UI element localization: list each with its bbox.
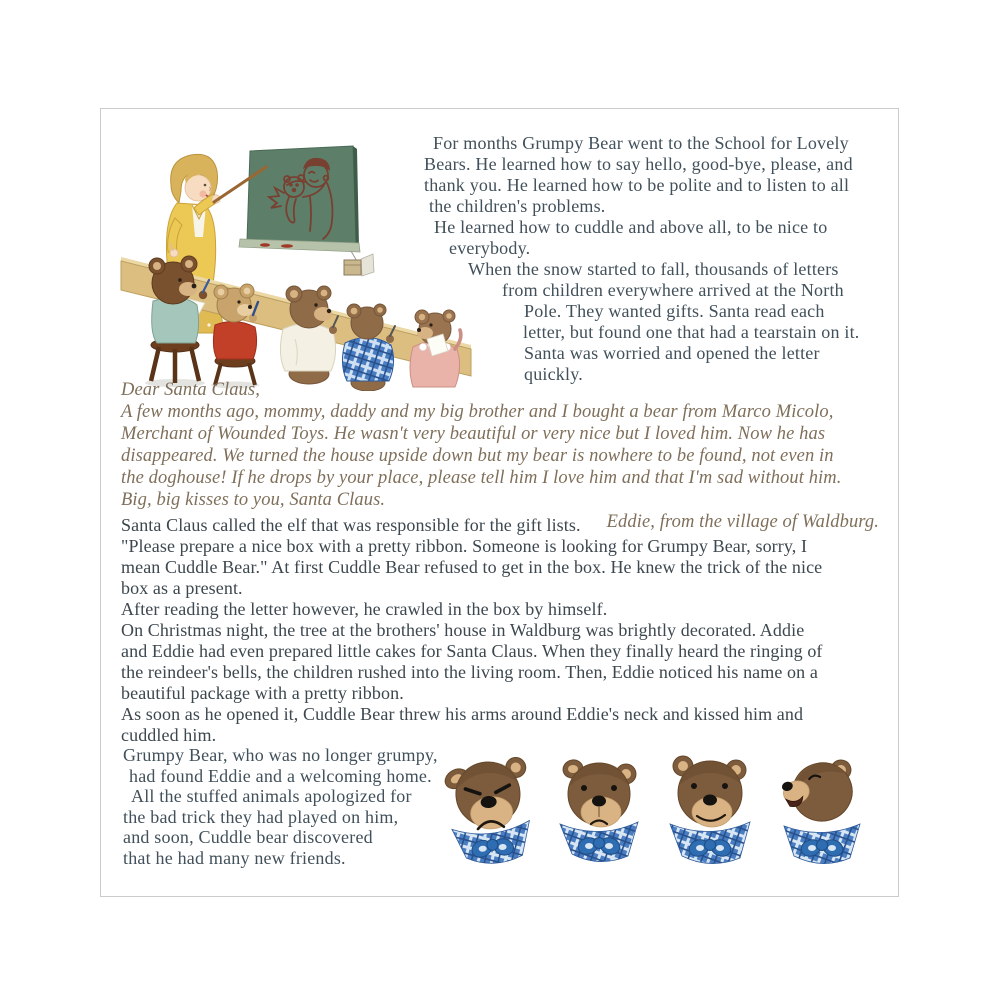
story-line: and soon, Cuddle bear discovered <box>123 827 373 847</box>
story-line: Bears. He learned how to say hello, good-bye, please, and <box>424 154 853 174</box>
story-line: Pole. They wanted gifts. Santa read each <box>524 301 825 321</box>
story-line: mean Cuddle Bear." At first Cuddle Bear refused to get in the box. He knew the trick of the nice <box>121 557 823 577</box>
bear-heads-illustration <box>434 736 886 878</box>
story-line: All the stuffed animals apologized for <box>131 786 412 806</box>
letter-line: the doghouse! If he drops by your place, please tell him I love him and that I'm sad without him. <box>121 468 842 488</box>
story-line: that he had many new friends. <box>123 847 346 868</box>
story-line: beautiful package with a pretty ribbon. <box>121 683 404 703</box>
story-line: thank you. He learned how to be polite and to listen to all <box>424 175 850 195</box>
story-line: and Eddie had even prepared little cakes for Santa Claus. When they finally heard the ringing of <box>121 641 823 661</box>
story-paragraph-bottom <box>123 745 438 868</box>
story-line: Santa Claus called the elf that was responsible for the gift lists. <box>121 515 581 535</box>
santa-letter <box>121 379 885 533</box>
story-line: box as a present. <box>121 578 243 598</box>
letter-line: A few months ago, mommy, daddy and my big brother and I bought a bear from Marco Micolo, <box>121 402 834 422</box>
story-line: from children everywhere arrived at the North <box>502 280 844 300</box>
bear-student-white-shirt <box>280 286 338 384</box>
bear-head-sad-icon <box>560 758 638 862</box>
story-line: Grumpy Bear, who was no longer grumpy, <box>123 745 438 765</box>
story-line: On Christmas night, the tree at the brothers' house in Waldburg was brightly decorated. Addie <box>121 620 805 640</box>
story-line: quickly. <box>524 364 583 384</box>
letter-line: Dear Santa Claus, <box>121 380 260 400</box>
story-line: the bad trick they had played on him, <box>123 806 399 827</box>
letter-line: Merchant of Wounded Toys. He wasn't very beautiful or very nice but I loved him. Now he has <box>121 424 826 444</box>
story-line: cuddled him. <box>121 725 217 745</box>
story-line: "Please prepare a nice box with a pretty ribbon. Someone is looking for Grumpy Bear, sorry, I <box>121 536 808 556</box>
story-line: had found Eddie and a welcoming home. <box>129 765 432 786</box>
story-line: He learned how to cuddle and above all, to be nice to <box>434 217 828 237</box>
letter-line: disappeared. We turned the house upside down but my bear is nowhere to be found, not even in <box>121 446 834 466</box>
story-line: For months Grumpy Bear went to the School for Lovely <box>433 133 849 153</box>
story-line: As soon as he opened it, Cuddle Bear threw his arms around Eddie's neck and kissed him and <box>121 704 804 724</box>
bear-student-plaid <box>342 304 395 391</box>
story-line: Santa was worried and opened the letter <box>524 343 820 363</box>
story-paragraph-middle <box>121 515 823 746</box>
story-line: After reading the letter however, he crawled in the box by himself. <box>121 599 608 619</box>
bear-head-laughing-icon <box>778 755 863 864</box>
story-paragraph-top <box>419 133 859 385</box>
letter-signature: Eddie, from the village of Waldburg. <box>606 512 879 532</box>
bear-head-smiling-icon <box>670 756 750 864</box>
story-line: letter, but found one that had a tearstain on it. <box>523 322 860 342</box>
story-line: the reindeer's bells, the children rushed into the living room. Then, Eddie noticed his name on a <box>121 662 818 682</box>
story-line: When the snow started to fall, thousands of letters <box>468 259 839 279</box>
story-line: the children's problems. <box>429 196 606 216</box>
letter-line: Big, big kisses to you, Santa Claus. <box>121 490 386 510</box>
story-line: everybody. <box>449 238 531 258</box>
page-sheet <box>100 108 899 897</box>
bear-head-grumpy-icon <box>440 757 533 868</box>
